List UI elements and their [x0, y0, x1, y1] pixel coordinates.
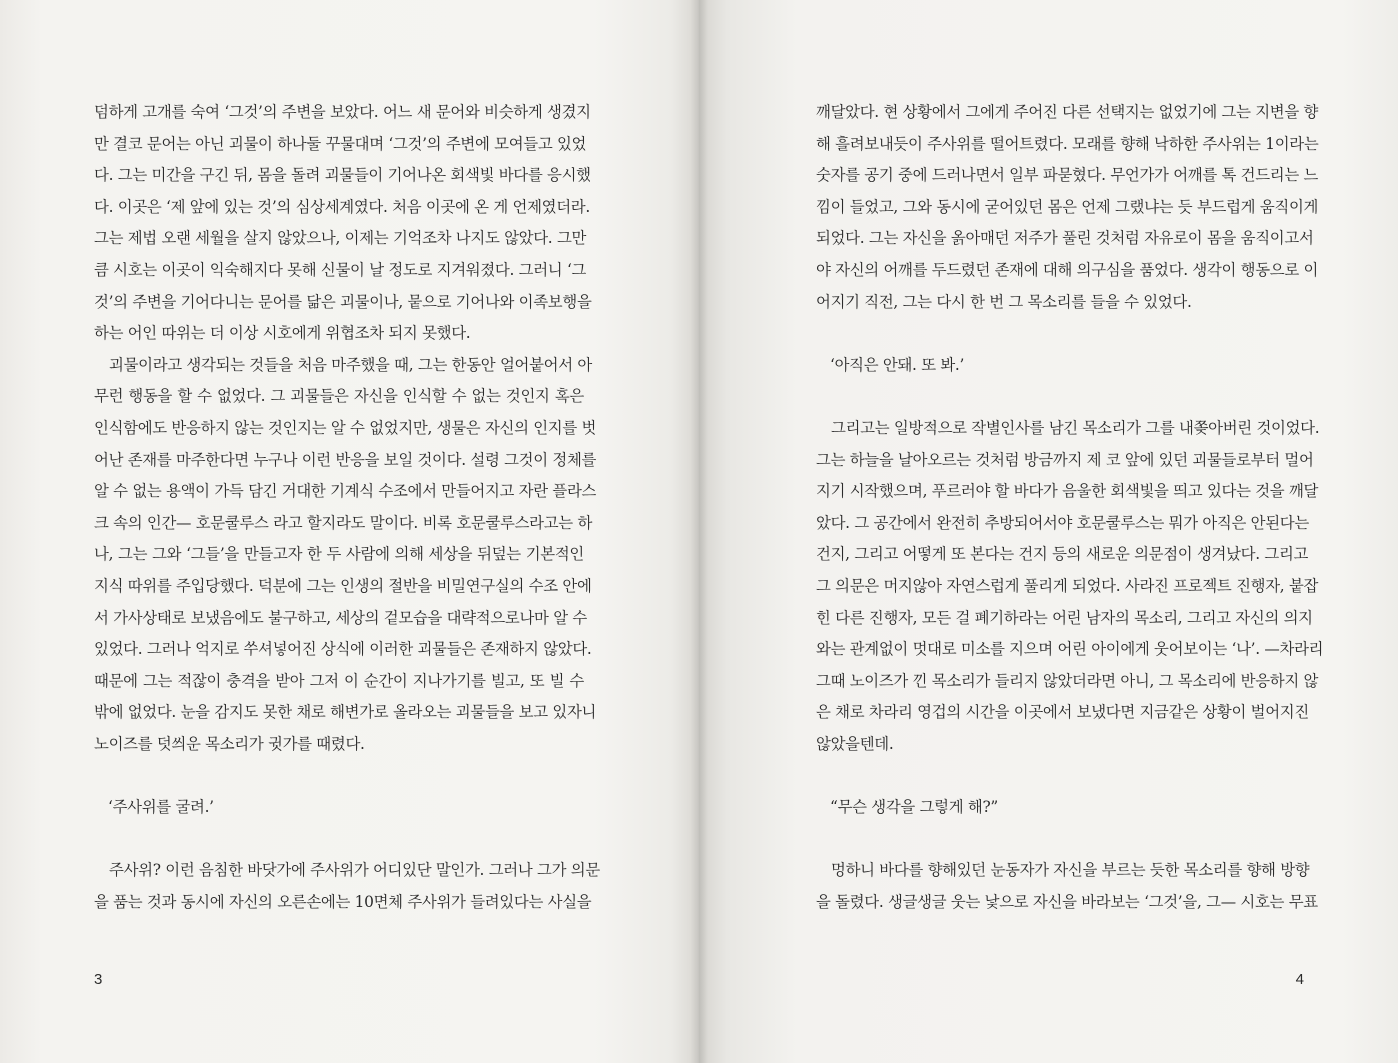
text-line: 노이즈를 덧씌운 목소리가 귓가를 때렸다.	[94, 734, 365, 753]
text-line: 그는 제법 오랜 세월을 살지 않았으나, 이제는 기억조차 나지도 않았다. 그만	[94, 229, 587, 248]
right-page	[699, 0, 1398, 1063]
text-line: 다. 그는 미간을 구긴 뒤, 몸을 돌려 괴물들이 기어나온 회색빛 바다를 응시했	[94, 166, 591, 185]
text-line: 않았을텐데.	[816, 734, 894, 753]
text-line: 인식함에도 반응하지 않는 것인지는 알 수 없었지만, 생물은 자신의 인지를 벗	[94, 418, 597, 437]
text-line: 지식 따위를 주입당했다. 덕분에 그는 인생의 절반을 비밀연구실의 수조 안에	[94, 576, 592, 595]
right-page-text	[816, 97, 1324, 918]
text-line: 그리고는 일방적으로 작별인사를 남긴 목소리가 그를 내쫒아버린 것이었다.	[831, 418, 1320, 437]
blank-line	[816, 760, 1306, 792]
blank-line	[94, 824, 584, 856]
text-line: 야 자신의 어깨를 두드렸던 존재에 대해 의구심을 품었다. 생각이 행동으로 이	[816, 260, 1319, 279]
text-line: ‘아직은 안돼. 또 봐.’	[830, 355, 965, 374]
blank-line	[816, 824, 1306, 856]
text-line: 멍하니 바다를 향해있던 눈동자가 자신을 부르는 듯한 목소리를 향해 방향	[831, 861, 1310, 880]
blank-line	[816, 381, 1306, 413]
text-line: 깨달았다. 현 상황에서 그에게 주어진 다른 선택지는 없었기에 그는 지변을 향	[816, 103, 1319, 121]
text-line: 그때 노이즈가 낀 목소리가 들리지 않았더라면 아니, 그 목소리에 반응하지 않	[816, 671, 1319, 690]
text-line: 와는 관계없이 멋대로 미소를 지으며 어린 아이에게 웃어보이는 ‘나’. —차라리	[816, 640, 1324, 659]
text-line: 그 의문은 머지않아 자연스럽게 풀리게 되었다. 사라진 프로젝트 진행자, 붙잡	[816, 576, 1319, 595]
text-line: 있었다. 그러나 억지로 쑤셔넣어진 상식에 이러한 괴물들은 존재하지 않았다.	[94, 640, 592, 659]
text-line: 덤하게 고개를 숙여 ‘그것’의 주변을 보았다. 어느 새 문어와 비슷하게 생겼지	[94, 103, 591, 121]
text-line: 낌이 들었고, 그와 동시에 굳어있던 몸은 언제 그랬냐는 듯 부드럽게 움직이게	[816, 197, 1319, 216]
text-line: 은 채로 차라리 영겁의 시간을 이곳에서 보냈다면 지금같은 상황이 벌어지진	[816, 703, 1309, 722]
text-line: 다. 이곳은 ‘제 앞에 있는 것’의 심상세계였다. 처음 이곳에 온 게 언제였더라.	[94, 197, 590, 216]
text-line: 것’의 주변을 기어다니는 문어를 닮은 괴물이나, 뭍으로 기어나와 이족보행을	[94, 292, 592, 311]
text-line: 무런 행동을 할 수 없었다. 그 괴물들은 자신을 인식할 수 없는 것인지 혹은	[94, 387, 584, 406]
text-line: 을 품는 것과 동시에 자신의 오른손에는 10면체 주사위가 들려있다는 사실을	[94, 892, 592, 911]
text-line: 때문에 그는 적잖이 충격을 받아 그저 이 순간이 지나가기를 빌고, 또 빌 수	[94, 671, 584, 690]
text-line: ‘주사위를 굴려.’	[108, 798, 214, 817]
text-line: 괴물이라고 생각되는 것들을 처음 마주했을 때, 그는 한동안 얼어붙어서 아	[109, 355, 592, 374]
left-page-text	[94, 97, 600, 918]
text-line: 숫자를 공기 중에 드러나면서 일부 파묻혔다. 무언가가 어깨를 톡 건드리는 느	[816, 166, 1319, 185]
blank-line	[816, 318, 1306, 350]
text-line: 어난 존재를 마주한다면 누구나 이런 반응을 보일 것이다. 설령 그것이 정체를	[94, 450, 597, 469]
text-line: 알 수 없는 용액이 가득 담긴 거대한 기계식 수조에서 만들어지고 자란 플라스	[94, 482, 597, 501]
text-line: 큼 시호는 이곳이 익숙해지다 못해 신물이 날 정도로 지겨워졌다. 그러니 ‘그	[94, 260, 587, 279]
text-line: 해 흘려보내듯이 주사위를 떨어트렸다. 모래를 향해 낙하한 주사위는 1이라는	[816, 134, 1319, 153]
right-page-number: 4	[1295, 971, 1304, 988]
text-line: 크 속의 인간— 호문쿨루스 라고 할지라도 말이다. 비록 호문쿨루스라고는 하	[94, 513, 593, 532]
text-line: 았다. 그 공간에서 완전히 추방되어서야 호문쿨루스는 뭐가 아직은 안된다는	[816, 513, 1309, 532]
text-line: 하는 어인 따위는 더 이상 시호에게 위협조차 되지 못했다.	[94, 324, 471, 343]
text-line: 건지, 그리고 어떻게 또 본다는 건지 등의 새로운 의문점이 생겨났다. 그리고	[816, 545, 1309, 564]
text-line: 주사위? 이런 음침한 바닷가에 주사위가 어디있단 말인가. 그러나 그가 의문	[109, 861, 600, 880]
text-line: 을 돌렸다. 생글생글 웃는 낯으로 자신을 바라보는 ‘그것’을, 그— 시호는 무표	[816, 892, 1318, 911]
text-line: 어지기 직전, 그는 다시 한 번 그 목소리를 들을 수 있었다.	[816, 292, 1192, 311]
text-line: 힌 다른 진행자, 모든 걸 폐기하라는 어린 남자의 목소리, 그리고 자신의 의지	[816, 608, 1313, 627]
left-page-number: 3	[94, 971, 103, 988]
text-line: 나, 그는 그와 ‘그들’을 만들고자 한 두 사람에 의해 세상을 뒤덮는 기본적인	[94, 545, 584, 564]
text-line: 지기 시작했으며, 푸르러야 할 바다가 음울한 회색빛을 띄고 있다는 것을 깨달	[816, 482, 1319, 501]
blank-line	[94, 760, 584, 792]
text-line: 만 결코 문어는 아닌 괴물이 하나둘 꾸물대며 ‘그것’의 주변에 모여들고 있었	[94, 134, 587, 153]
text-line: 밖에 없었다. 눈을 감지도 못한 채로 해변가로 올라오는 괴물들을 보고 있자니	[94, 703, 597, 722]
text-line: 서 가사상태로 보냈음에도 불구하고, 세상의 겉모습을 대략적으로나마 알 수	[94, 608, 587, 627]
text-line: 그는 하늘을 날아오르는 것처럼 방금까지 제 코 앞에 있던 괴물들로부터 멀어	[816, 450, 1314, 469]
text-line: “무슨 생각을 그렇게 해?”	[830, 798, 998, 817]
text-line: 되었다. 그는 자신을 옭아매던 저주가 풀린 것처럼 자유로이 몸을 움직이고서	[816, 229, 1314, 248]
